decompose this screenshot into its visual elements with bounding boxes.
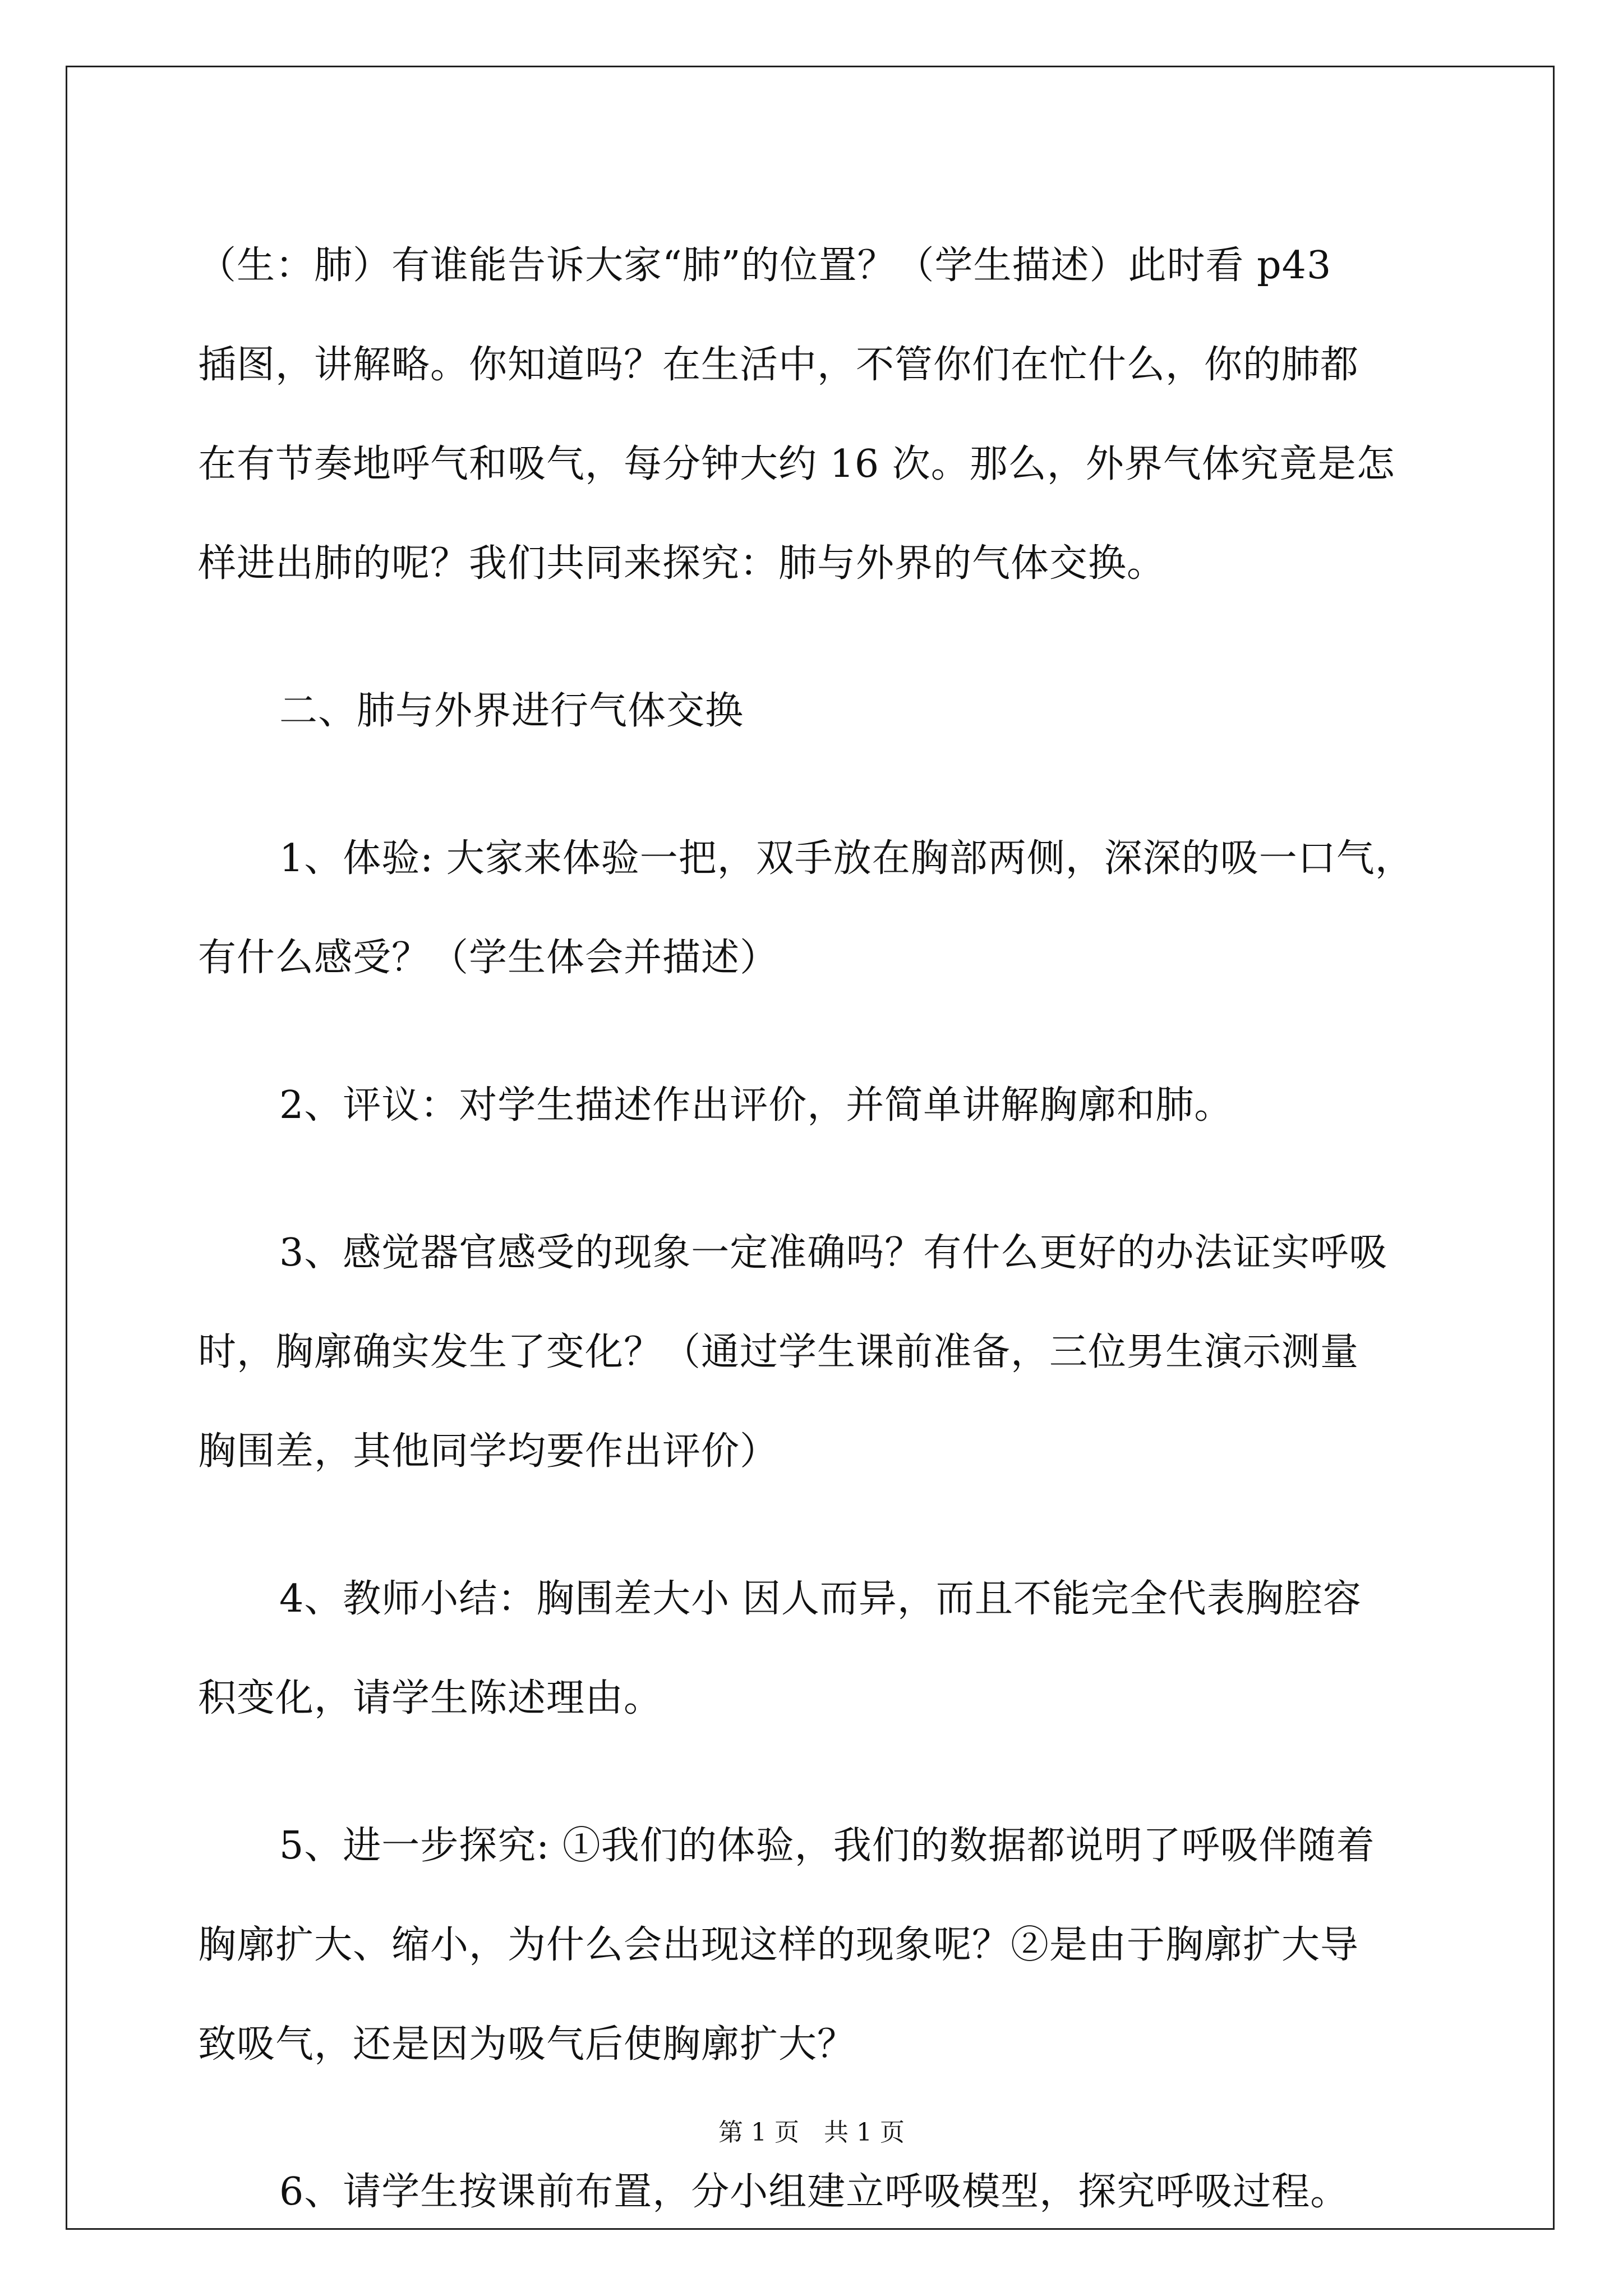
text-line: 样进出肺的呢？我们共同来探究：肺与外界的气体交换。 bbox=[198, 541, 1166, 586]
heading-text: 二、肺与外界进行气体交换 bbox=[279, 689, 744, 733]
paragraph-step-5 bbox=[198, 1796, 1432, 2094]
paragraph-step-2 bbox=[198, 1056, 1432, 1155]
text-line: 在有节奏地呼气和吸气，每分钟大约 16 次。那么，外界气体究竟是怎 bbox=[198, 442, 1395, 486]
text-line: 4、教师小结：胸围差大小 因人而异，而且不能完全代表胸腔容 bbox=[279, 1577, 1362, 1621]
text-line: 2、评议：对学生描述作出评价，并简单讲解胸廓和肺。 bbox=[279, 1083, 1233, 1128]
paragraph-step-4 bbox=[198, 1549, 1432, 1748]
text-line: （生：肺）有谁能告诉大家“肺”的位置？（学生描述）此时看 p43 bbox=[198, 243, 1332, 288]
text-line: 5、进一步探究: ①我们的体验，我们的数据都说明了呼吸伴随着 bbox=[279, 1824, 1375, 1868]
text-line: 致吸气，还是因为吸气后使胸廓扩大？ bbox=[198, 2022, 856, 2067]
paragraph-intro bbox=[198, 216, 1432, 613]
page-number-footer: 第 1 页 共 1 页 bbox=[718, 2118, 905, 2147]
paragraph-step-3 bbox=[198, 1203, 1432, 1501]
text-line: 时，胸廓确实发生了变化？（通过学生课前准备，三位男生演示测量 bbox=[198, 1330, 1359, 1374]
text-line: 6、请学生按课前布置，分小组建立呼吸模型，探究呼吸过程。 bbox=[279, 2170, 1349, 2214]
text-line: 积变化，请学生陈述理由。 bbox=[198, 1676, 663, 1720]
text-line: 1、体验: 大家来体验一把，双手放在胸部两侧，深深的吸一口气， bbox=[279, 836, 1414, 881]
text-line: 有什么感受？（学生体会并描述） bbox=[198, 936, 779, 980]
text-line: 3、感觉器官感受的现象一定准确吗？有什么更好的办法证实呼吸 bbox=[279, 1231, 1388, 1275]
paragraph-step-6 bbox=[198, 2142, 1432, 2242]
paragraph-step-1 bbox=[198, 809, 1432, 1007]
section-heading bbox=[198, 661, 1432, 761]
text-line: 胸围差，其他同学均要作出评价） bbox=[198, 1429, 779, 1474]
text-line: 插图，讲解略。你知道吗？在生活中，不管你们在忙什么，你的肺都 bbox=[198, 343, 1359, 387]
document-body bbox=[198, 216, 1432, 2290]
text-line: 胸廓扩大、缩小，为什么会出现这样的现象呢？②是由于胸廓扩大导 bbox=[198, 1923, 1359, 1967]
